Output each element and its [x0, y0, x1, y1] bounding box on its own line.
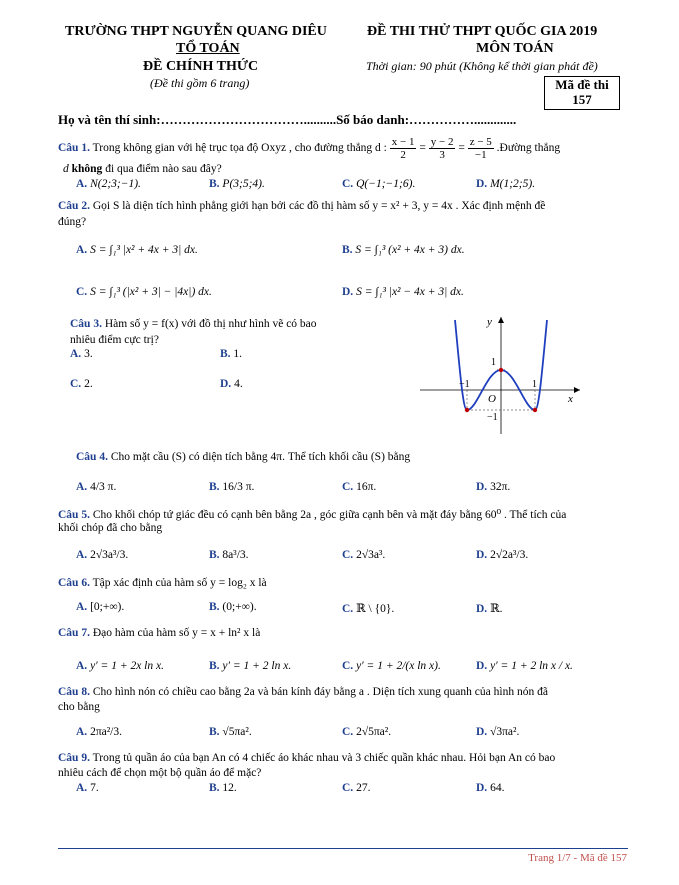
page-footer: Trang 1/7 - Mã đề 157 [528, 852, 627, 864]
function-graph [415, 312, 585, 437]
school-name: TRƯỜNG THPT NGUYỄN QUANG DIÊU [65, 24, 327, 39]
question-1: Câu 1. Trong không gian với hệ trục tọa độ Oxyz , cho đường thẳng d : $\frac{x - 1}{2}$ = $\frac{y - 2}{3}$ = $\frac{z - 5}{-1}$ .Đường thẳng [58, 136, 561, 161]
q6-option-b[interactable]: B. (0;+∞). [209, 601, 257, 613]
q9-option-d[interactable]: D. 64. [476, 782, 505, 794]
student-info-line: Họ và tên thí sinh:……………………………..........Số báo danh:……………............. [58, 112, 517, 127]
q2-option-a[interactable]: A. S = ∫₁³ |x² + 4x + 3| dx. [76, 244, 198, 256]
page-count: (Đề thi gồm 6 trang) [150, 76, 250, 90]
y-label: y [487, 316, 492, 328]
origin-label: O [488, 393, 496, 405]
exam-code-label: Mã đề thi [555, 77, 609, 92]
q3-option-d[interactable]: D. 4. [220, 378, 243, 390]
q6-option-a[interactable]: A. [0;+∞). [76, 601, 125, 613]
q8-option-a[interactable]: A. 2πa²/3. [76, 726, 122, 738]
subject-name: MÔN TOÁN [476, 41, 554, 56]
exam-code-value: 157 [572, 92, 592, 107]
q2-option-c[interactable]: C. S = ∫₁³ (|x² + 3| − |4x|) dx. [76, 286, 212, 298]
q7-option-c[interactable]: C. y′ = 1 + 2/(x ln x). [342, 660, 441, 672]
question-9-line2: nhiêu cách để chọn một bộ quần áo để mặc? [58, 767, 262, 779]
q5-option-a[interactable]: A. 2√3a³/3. [76, 549, 129, 561]
q6-option-c[interactable]: C. ℝ \ {0}. [342, 603, 395, 615]
question-8: Câu 8. Cho hình nón có chiều cao bằng 2a và bán kính đáy bằng a . Diện tích xung quanh của hình nón đã [58, 686, 548, 698]
question-3-line2: nhiêu điểm cực trị? [70, 334, 159, 346]
q5-option-b[interactable]: B. 8a³/3. [209, 549, 249, 561]
group-name: TỔ TOÁN [176, 41, 240, 56]
q1-option-c[interactable]: C. Q(−1;−1;6). [342, 178, 416, 190]
question-2: Câu 2. Gọi S là diện tích hình phẳng giới hạn bởi các đồ thị hàm số y = x² + 3, y = 4x . Xác định mệnh đề [58, 200, 546, 212]
min-point-left [465, 408, 469, 412]
exam-time: Thời gian: 90 phút (Không kể thời gian phát đề) [366, 59, 598, 73]
footer-divider [58, 848, 628, 849]
q8-option-b[interactable]: B. √5πa². [209, 726, 252, 738]
tick-x-neg: −1 [459, 379, 470, 390]
q4-option-d[interactable]: D. 32π. [476, 481, 511, 493]
question-5-line2: khối chóp đã cho bằng [58, 522, 163, 534]
q5-option-c[interactable]: C. 2√3a³. [342, 549, 386, 561]
q7-option-b[interactable]: B. y′ = 1 + 2 ln x. [209, 660, 292, 672]
q1-option-a[interactable]: A. N(2;3;−1). [76, 178, 141, 190]
q7-option-a[interactable]: A. y′ = 1 + 2x ln x. [76, 660, 164, 672]
q9-option-c[interactable]: C. 27. [342, 782, 371, 794]
q2-option-d[interactable]: D. S = ∫₁³ |x² − 4x + 3| dx. [342, 286, 464, 298]
tick-y-neg: −1 [487, 412, 498, 423]
question-6: Câu 6. Tập xác định của hàm số y = log₂ x là [58, 577, 267, 589]
min-point-right [533, 408, 537, 412]
max-point [499, 368, 503, 372]
question-3: Câu 3. Hàm số y = f(x) với đồ thị như hình vẽ có bao [70, 318, 317, 330]
question-7: Câu 7. Đạo hàm của hàm số y = x + ln² x là [58, 627, 261, 639]
official-label: ĐỀ CHÍNH THỨC [143, 59, 259, 74]
q8-option-c[interactable]: C. 2√5πa². [342, 726, 392, 738]
q7-option-d[interactable]: D. y′ = 1 + 2 ln x / x. [476, 660, 573, 672]
q9-option-b[interactable]: B. 12. [209, 782, 237, 794]
q6-option-d[interactable]: D. ℝ. [476, 603, 503, 615]
question-number: Câu 1. [58, 142, 90, 155]
question-4: Câu 4. Cho mặt cầu (S) có diện tích bằng 4π. Thể tích khối cầu (S) bằng [76, 451, 411, 463]
exam-code-box [544, 76, 620, 110]
q3-option-a[interactable]: A. 3. [70, 348, 93, 360]
question-1-line2: d không đi qua điểm nào sau đây? [63, 163, 222, 175]
question-2-line2: đúng? [58, 216, 87, 228]
q5-option-d[interactable]: D. 2√2a³/3. [476, 549, 529, 561]
q1-option-d[interactable]: D. M(1;2;5). [476, 178, 536, 190]
q9-option-a[interactable]: A. 7. [76, 782, 99, 794]
q3-option-c[interactable]: C. 2. [70, 378, 93, 390]
q4-option-b[interactable]: B. 16/3 π. [209, 481, 255, 493]
q1-option-b[interactable]: B. P(3;5;4). [209, 178, 265, 190]
q4-option-a[interactable]: A. 4/3 π. [76, 481, 117, 493]
q8-option-d[interactable]: D. √3πa². [476, 726, 520, 738]
exam-title: ĐỀ THI THỬ THPT QUỐC GIA 2019 [367, 24, 598, 39]
question-9: Câu 9. Trong tủ quần áo của bạn An có 4 chiếc áo khác nhau và 3 chiếc quần khác nhau. Hỏi bạn An có bao [58, 752, 556, 764]
tick-x-pos: 1 [532, 379, 537, 390]
tick-y-pos: 1 [491, 357, 496, 368]
q3-option-b[interactable]: B. 1. [220, 348, 243, 360]
x-label: x [568, 393, 573, 405]
q4-option-c[interactable]: C. 16π. [342, 481, 377, 493]
question-5: Câu 5. Cho khối chóp tứ giác đều có cạnh bên bằng 2a , góc giữa cạnh bên và mặt đáy bằng 60⁰ . Thể tích của [58, 509, 567, 521]
q2-option-b[interactable]: B. S = ∫₁³ (x² + 4x + 3) dx. [342, 244, 465, 256]
question-8-line2: cho bằng [58, 701, 100, 713]
